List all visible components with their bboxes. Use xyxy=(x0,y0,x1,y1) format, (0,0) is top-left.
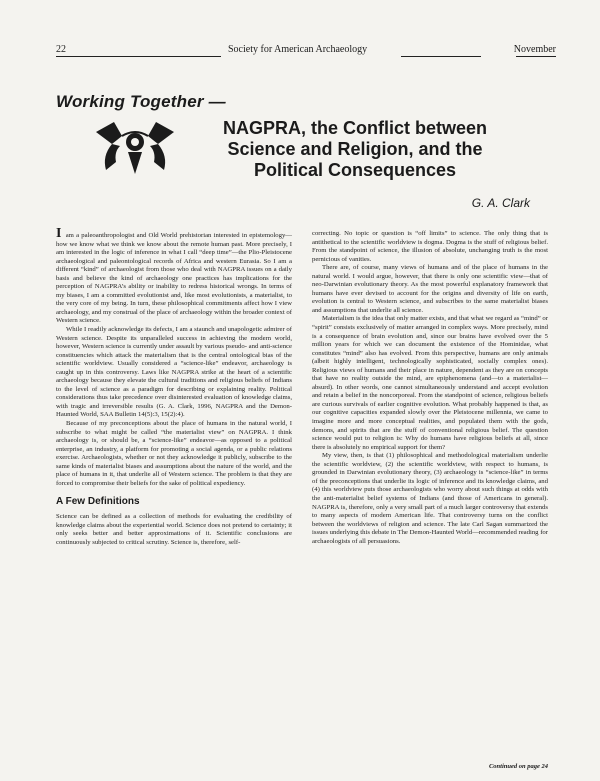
paragraph: My view, then, is that (1) philosophical and methodological materialism underlie the scientific worldview, (2) the scientific worldview, with respect to humans, is grounded in Darwinian evolutionary theory, (3) archaeology is “science-like” in terms of the preconceptions that underlie its logic of inference and its knowledge claims, and (4) this worldview puts those archaeologists who worry about such things at odds with the anti-materialist belief systems of Indians (and those of Americans in general). NAGPRA is, therefore, only a very small part of a much larger controversy that extends to many aspects of modern American life. That controversy turns on the conflict between the worldviews of religion and science. The late Carl Sagan summarized the issues underlying this debate in The Demon-Haunted World—recommended reading for archaeologists of all persuasions. xyxy=(312,452,549,545)
paragraph: While I readily acknowledge its defects, I am a staunch and unapologetic admirer of Western science. Despite its unparalleled success in achieving the modern world, however, Western science is currently under assault by various pseudo- and anti-science constituencies which attack the materialism that is the central ontological bias of the scientific worldview. Usually considered a “science-like” endeavor, archaeology is caught up in this controversy. Laws like NAGPRA strike at the heart of a scientific archaeology because they elevate the cultural traditions and religious beliefs of Indians to the level of science as a paradigm for describing or explaining reality. Political considerations thus take precedence over disinterested evaluation of knowledge claims, with tragic and irreversible results (G. A. Clark, 1996, NAGPRA and the Demon-Haunted World, SAA Bulletin 14(5):3, 15(2):4). xyxy=(56,326,292,419)
paragraph: There are, of course, many views of humans and of the place of humans in the natural world. I would argue, however, that there is only one scientific view—that of neo-Darwinian evolutionary theory. As the most powerful explanatory framework that humans have ever devised to account for the origins and diversity of life on earth, evolution is central to Western science, and subscribes to the same materialist biases and assumptions that underlie all science. xyxy=(312,264,548,314)
title-line: Political Consequences xyxy=(253,160,457,180)
issue-month: November xyxy=(513,44,556,55)
header-rule-left xyxy=(56,56,221,57)
drop-cap: I xyxy=(56,226,62,241)
running-header xyxy=(56,44,556,62)
continued-note: Continued on page 24 xyxy=(488,763,548,770)
title-line: NAGPRA, the Conflict between xyxy=(222,118,487,138)
paragraph: Materialism is the idea that only matter exists, and that what we regard as “mind” or “spirit” consists exclusively of matter arranged in complex ways. More precisely, mind is a consequence of brain evolution and, since our brains have evolved over the 5 million years for which we can document the existence of the Hominidae, what constitutes “mind” also has evolved. From this perspective, humans are only animals (albeit highly intelligent, technologically sophisticated, socially complex ones). Religious views of humans and their place in nature, dependent as they are on concepts that have no reality outside the mind, are epiphenomena (and—to a materialist—absurd). In other words, one cannot simultaneously understand and accept evolution and retain a belief in the noncorporeal. From the standpoint of science, religious beliefs are curious survivals of earlier cognitive evolution. What probably happened is that, as our cognitive capacities expanded slowly over the Pleistocene millennia, we came to imagine more and more conceptual realities, and populated them with the gods, demons, and spirits that are the stuff of conventional religious belief. The question science would put to religion is: Why do humans have religious beliefs at all, since there is absolutely no empirical support for them? xyxy=(312,315,548,451)
left-column xyxy=(56,226,292,547)
paragraph: Because of my preconceptions about the place of humans in the natural world, I subscribe to what might be called “the materialist view” on NAGPRA. I think archaeology is, or should be, a “science-like” endeavor—as opposed to a political enterprise, an industry, a platform for promoting a social agenda, or a public relations exercise. Archaeologists, whether or not they acknowledge it publicly, subscribe to the same kinds of materialist biases and assumptions about the nature of the world, and the place of humans in it, that underlie all of Western science. The problem is that they are forced to compromise their beliefs for the sake of political expediency. xyxy=(56,420,292,487)
native-motif-ornament-icon xyxy=(92,118,178,178)
paragraph: Science can be defined as a collection of methods for evaluating the credibility of knowledge claims about the experiential world. Science does not pretend to certainty; it only seeks better and better approximations of it. Scientific conclusions are continuously subjected to critical scrutiny. Science is, therefore, self- xyxy=(56,512,292,546)
section-kicker: Working Together — xyxy=(56,92,226,111)
paragraph-text: am a paleoanthropologist and Old World prehistorian interested in epistemology—how we know what we think we know about the remote human past. More precisely, I am interested in the logic of inference in what I call “deep time”—the Plio-Pleistocene archaeological and paleontological records of Africa and western Eurasia. So I am a different “kind” of archaeologist from those who deal with NAGPRA issues on a daily basis and believe the kind of archaeology one practices has implications for the perception of NAGPRA’s ability or inability to redress historical wrongs. In terms of my biases, I am a committed evolutionist and, like most evolutionists, a materialist, to the very core of my being. In turn, these philosophical commitments affect how I view archaeology, and my construal of the place of archaeology within the broader context of Western science. xyxy=(56,232,292,325)
right-column xyxy=(312,230,548,546)
page-number: 22 xyxy=(56,44,66,55)
section-heading: A Few Definitions xyxy=(56,496,140,508)
header-rule-right xyxy=(516,56,556,57)
header-rule-mid xyxy=(401,56,481,57)
title-line: Science and Religion, and the xyxy=(227,139,483,159)
article-title xyxy=(190,118,520,181)
journal-name: Society for American Archaeology xyxy=(228,44,368,55)
paragraph xyxy=(56,226,292,326)
paragraph: correcting. No topic or question is “off limits” to science. The only thing that is antithetical to the scientific worldview is dogma. Dogma is the stuff of religious belief. From the standpoint of science, the illusion of absolute, unchanging truth is the most pernicious of vanities. xyxy=(312,230,548,263)
author-byline: G. A. Clark xyxy=(471,196,530,210)
